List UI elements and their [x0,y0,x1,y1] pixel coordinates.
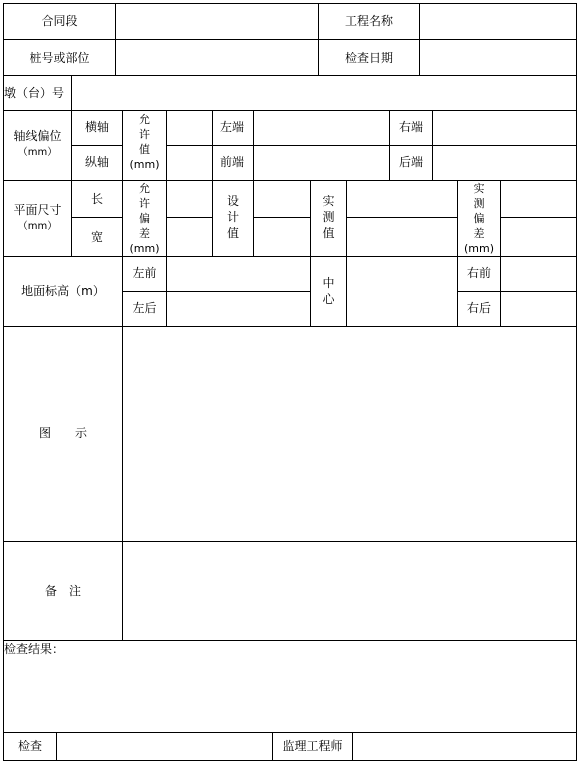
inspection-result-label: 检查结果： [4,642,65,656]
axis-offset-unit: （mm） [17,147,58,158]
station-or-part-label: 桩号或部位 [29,51,90,65]
supervising-engineer-field[interactable] [353,733,576,760]
inspection-result-field[interactable] [4,658,576,732]
axis-offset-label: 轴线偏位 [13,129,62,143]
measured-deviation-label: 实 测 偏 差 (mm) [463,182,494,255]
transverse-axis-label: 横轴 [84,120,109,134]
pier-number-field[interactable] [72,76,576,110]
rear-end-label: 后端 [399,155,424,169]
design-value-label: 设 计 值 [226,194,239,240]
left-end-label: 左端 [220,120,245,134]
center-label: 中 心 [322,276,335,306]
inspection-date-field[interactable] [420,40,576,75]
station-or-part-field[interactable] [116,40,318,75]
front-left-label: 左前 [132,266,157,280]
project-name-label: 工程名称 [344,14,393,28]
allowable-value-label: 允 许 值 (mm) [129,113,160,171]
right-end-label: 右端 [399,120,424,134]
contract-section-label: 合同段 [41,14,78,28]
diagram-area[interactable] [123,327,576,541]
inspection-date-label: 检查日期 [344,51,393,65]
inspector-field[interactable] [57,733,272,760]
diagram-label: 图 示 [38,426,87,440]
ground-elevation-label: 地面标高（m） [21,284,105,298]
length-label: 长 [90,192,103,206]
pier-number-label: 墩（台）号 [4,86,65,100]
measured-value-label: 实 测 值 [322,194,335,240]
front-end-label: 前端 [220,155,245,169]
project-name-field[interactable] [420,4,576,39]
supervising-engineer-label: 监理工程师 [282,739,343,753]
front-right-label: 右前 [466,266,491,280]
longitudinal-axis-label: 纵轴 [84,155,109,169]
contract-section-field[interactable] [116,4,318,39]
plane-size-unit: （mm） [17,221,58,232]
inspector-label: 检查 [17,739,42,753]
allowable-deviation-label: 允 许 偏 差 (mm) [129,182,160,255]
plane-size-label: 平面尺寸 [13,203,62,217]
rear-right-label: 右后 [466,301,491,315]
remarks-field[interactable] [123,542,576,640]
rear-left-label: 左后 [132,301,157,315]
remarks-label: 备 注 [44,584,81,598]
width-label: 宽 [90,230,103,244]
